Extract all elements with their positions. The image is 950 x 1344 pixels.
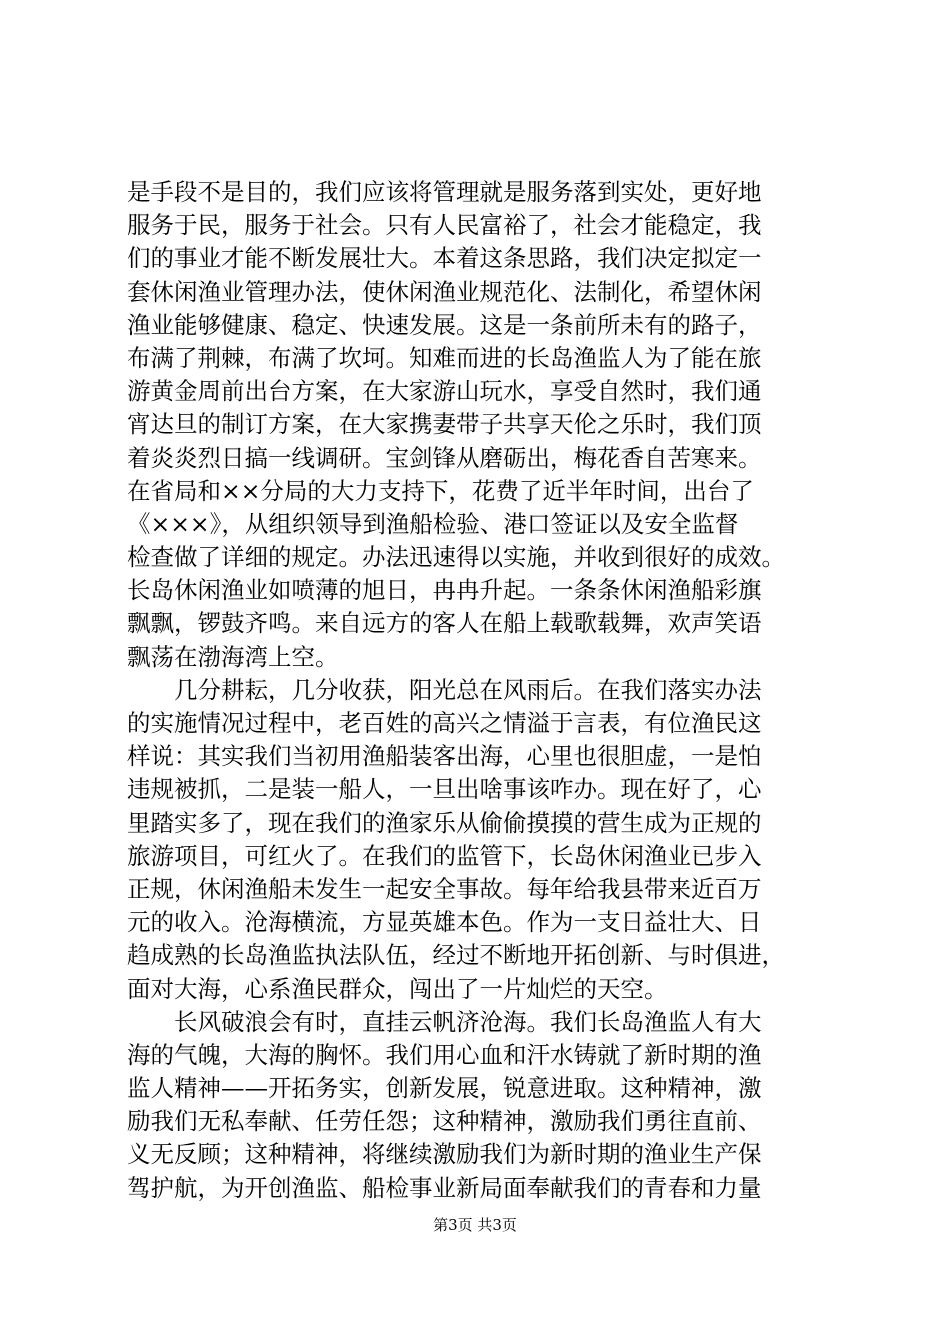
text-line: 飘荡在渤海湾上空。 — [127, 642, 339, 671]
text-line: 面对大海，心系渔民群众，闯出了一片灿烂的天空。 — [127, 974, 668, 1003]
text-line: 违规被抓，二是装一船人，一旦出啥事该咋办。现在好了，心 — [127, 775, 762, 804]
text-line: 《×××》，从组织领导到渔船检验、港口签证以及安全监督 — [127, 509, 739, 538]
text-line: 游黄金周前出台方案，在大家游山玩水，享受自然时，我们通 — [127, 377, 762, 406]
text-line: 里踏实多了，现在我们的渔家乐从偷偷摸摸的营生成为正规的 — [127, 808, 762, 837]
text-line: 检查做了详细的规定。办法迅速得以实施，并收到很好的成效。 — [127, 543, 785, 572]
body-text — [127, 176, 837, 1205]
text-line: 布满了荆棘，布满了坎坷。知难而进的长岛渔监人为了能在旅 — [127, 343, 762, 372]
text-line: 套休闲渔业管理办法，使休闲渔业规范化、法制化，希望休闲 — [127, 277, 762, 306]
text-line: 长风破浪会有时，直挂云帆济沧海。我们长岛渔监人有大 — [127, 1007, 762, 1036]
text-line: 义无反顾；这种精神，将继续激励我们为新时期的渔业生产保 — [127, 1140, 762, 1169]
text-line: 宵达旦的制订方案，在大家携妻带子共享天伦之乐时，我们顶 — [127, 410, 762, 439]
text-line: 元的收入。沧海横流，方显英雄本色。作为一支日益壮大、日 — [127, 908, 762, 937]
text-line: 趋成熟的长岛渔监执法队伍，经过不断地开拓创新、与时俱进， — [127, 941, 785, 970]
text-line: 驾护航，为开创渔监、船检事业新局面奉献我们的青春和力量 — [127, 1173, 762, 1202]
text-line: 监人精神——开拓务实，创新发展，锐意进取。这种精神，激 — [127, 1074, 762, 1103]
text-line: 服务于民，服务于社会。只有人民富裕了，社会才能稳定，我 — [127, 211, 762, 240]
text-line: 旅游项目，可红火了。在我们的监管下，长岛休闲渔业已步入 — [127, 841, 762, 870]
text-line: 是手段不是目的，我们应该将管理就是服务落到实处，更好地 — [127, 178, 762, 206]
text-line: 的实施情况过程中，老百姓的高兴之情溢于言表，有位渔民这 — [127, 709, 762, 737]
text-line: 长岛休闲渔业如喷薄的旭日，冉冉升起。一条条休闲渔船彩旗 — [127, 576, 762, 605]
text-line: 海的气魄，大海的胸怀。我们用心血和汗水铸就了新时期的渔 — [127, 1040, 762, 1069]
text-line: 样说：其实我们当初用渔船装客出海，心里也很胆虚，一是怕 — [127, 742, 762, 771]
text-line: 几分耕耘，几分收获，阳光总在风雨后。在我们落实办法 — [127, 675, 762, 704]
page-number-footer: 第3页 共3页 — [433, 1216, 517, 1234]
text-line: 励我们无私奉献、任劳任怨；这种精神，激励我们勇往直前、 — [127, 1107, 762, 1136]
text-line: 在省局和××分局的大力支持下，花费了近半年时间，出台了 — [127, 476, 754, 505]
text-line: 渔业能够健康、稳定、快速发展。这是一条前所未有的路子， — [127, 310, 762, 339]
text-line: 着炎炎烈日搞一线调研。宝剑锋从磨砺出，梅花香自苦寒来。 — [127, 443, 762, 472]
text-line: 正规，休闲渔船未发生一起安全事故。每年给我县带来近百万 — [127, 874, 762, 903]
text-line: 飘飘，锣鼓齐鸣。来自远方的客人在船上载歌载舞，欢声笑语 — [127, 609, 762, 638]
text-line: 们的事业才能不断发展壮大。本着这条思路，我们决定拟定一 — [127, 244, 762, 273]
